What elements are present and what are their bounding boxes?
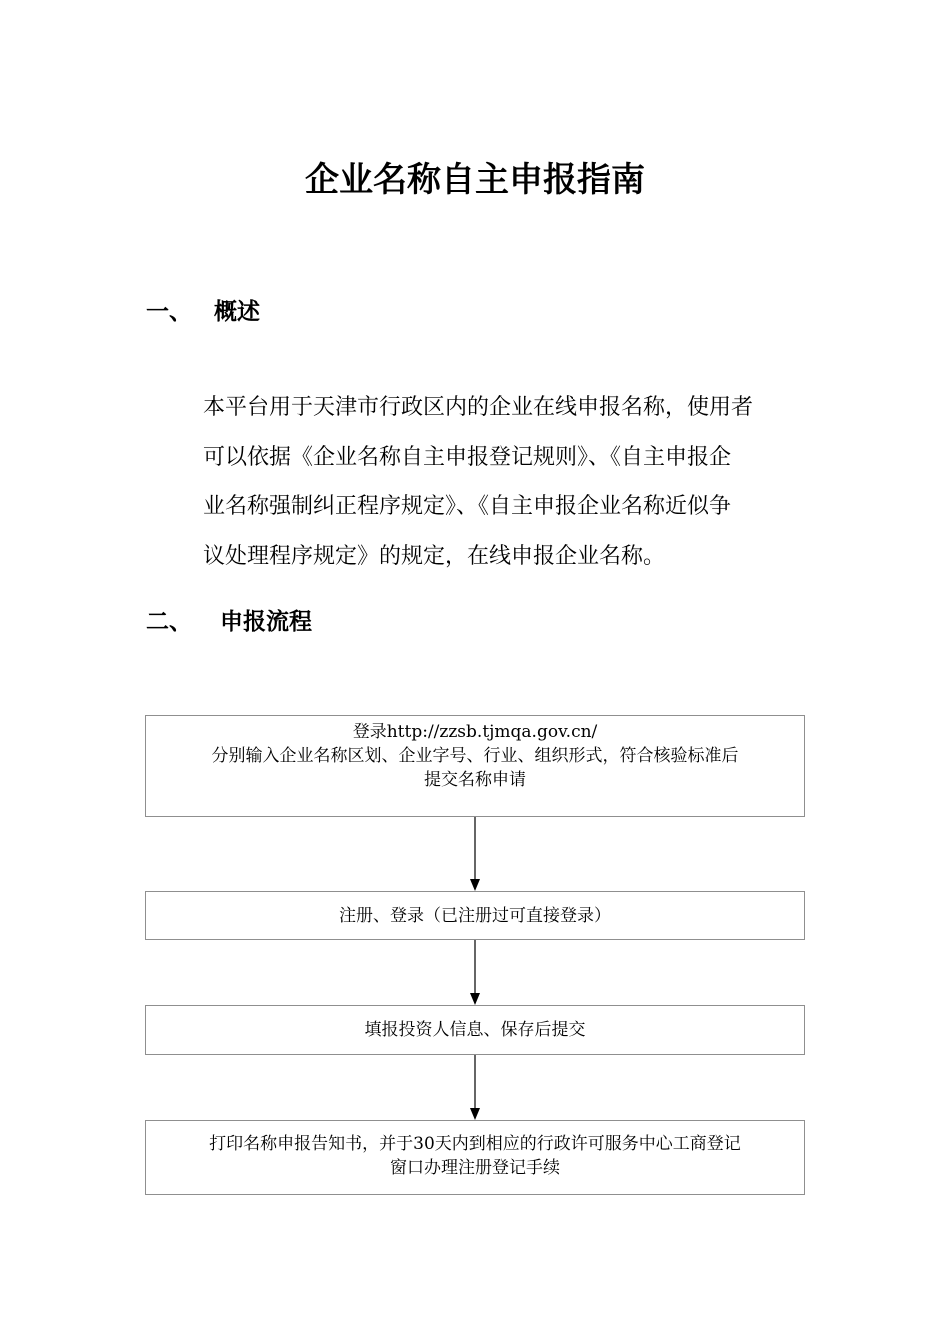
paragraph-line: 本平台用于天津市行政区内的企业在线申报名称，使用者 (203, 395, 754, 420)
flow-step-line: 分别输入企业名称区划、企业字号、行业、组织形式，符合核验标准后 (211, 746, 739, 766)
section-heading-process (146, 606, 312, 638)
section-title: 概述 (214, 299, 260, 325)
flow-step-line: 窗口办理注册登记手续 (390, 1158, 560, 1178)
section-title: 申报流程 (220, 609, 312, 635)
flow-arrow-down-icon (469, 1055, 481, 1120)
flow-step-1 (145, 715, 805, 817)
flow-step-line: 注册、登录（已注册过可直接登录） (339, 906, 611, 926)
paragraph-line: 可以依据《企业名称自主申报登记规则》、《自主申报企 (203, 444, 732, 470)
flow-step-line: 填报投资人信息、保存后提交 (364, 1020, 586, 1040)
section-number: 一、 (146, 299, 192, 325)
flow-step-2 (145, 891, 805, 940)
document-title: 企业名称自主申报指南 (305, 160, 645, 200)
flow-step-3 (145, 1005, 805, 1055)
section-heading-overview (146, 296, 260, 328)
flow-arrow-down-icon (469, 940, 481, 1005)
flow-step-line: 登录http://zzsb.tjmqa.gov.cn/ (352, 722, 598, 742)
flow-step-line: 打印名称申报告知书，并于30天内到相应的行政许可服务中心工商登记 (209, 1134, 741, 1154)
section-number: 二、 (146, 609, 192, 635)
flow-arrow-down-icon (469, 817, 481, 891)
paragraph-line: 议处理程序规定》的规定，在线申报企业名称。 (203, 543, 666, 569)
flow-step-4 (145, 1120, 805, 1195)
flow-step-line: 提交名称申请 (424, 770, 526, 790)
paragraph-line: 业名称强制纠正程序规定》、《自主申报企业名称近似争 (203, 494, 732, 519)
overview-paragraph (203, 383, 808, 581)
